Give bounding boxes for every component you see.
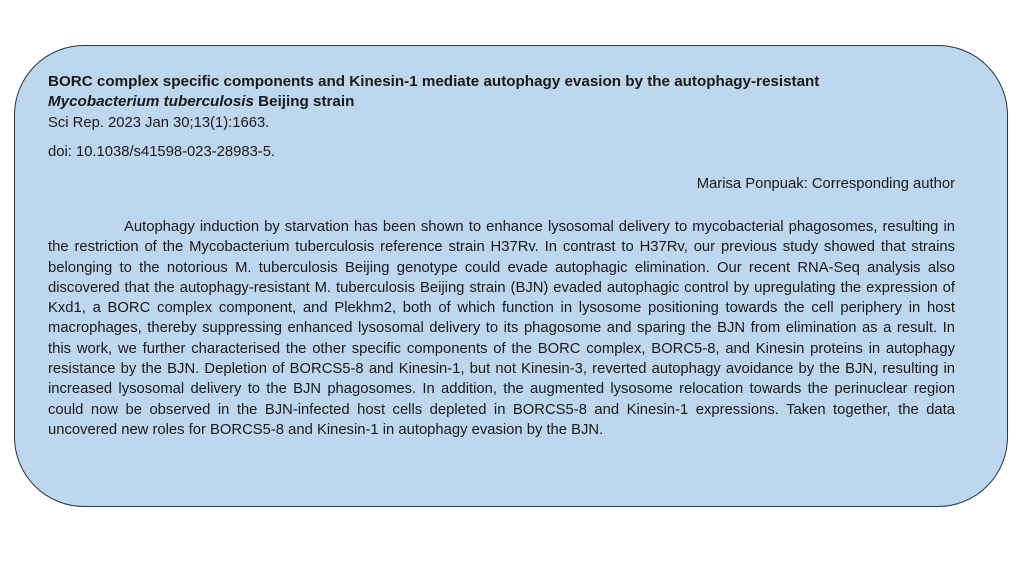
article-title <box>48 72 955 112</box>
title-tail: Beijing strain <box>253 93 355 110</box>
article-card <box>14 45 1008 507</box>
abstract-text: Autophagy induction by starvation has been shown to enhance lysosomal delivery to mycobacterial phagosomes, resulting in the restriction of the Mycobacterium tuberculosis reference strain H37Rv. In contrast to H37Rv, our previous study showed that strains belonging to the notorious M. tuberculosis Beijing genotype could evade autophagic elimination. Our recent RNA-Seq analysis also discovered that the autophagy-resistant M. tuberculosis Beijing strain (BJN) evaded autophagic control by upregulating the expression of Kxd1, a BORC complex component, and Plekhm2, both of which function in lysosome positioning towards the cell periphery in host macrophages, thereby suppressing enhanced lysosomal delivery to its phagosome and sparing the BJN from elimination as a result. In this work, we further characterised the other specific components of the BORC complex, BORC5-8, and Kinesin proteins in autophagy resistance by the BJN. Depletion of BORCS5-8 and Kinesin-1, but not Kinesin-3, reverted autophagy avoidance by the BJN, resulting in increased lysosomal delivery to the BJN phagosomes. In addition, the augmented lysosome relocation towards the perinuclear region could now be observed in the BJN-infected host cells depleted in BORCS5-8 and Kinesin-1 expressions. Taken together, the data uncovered new roles for BORCS5-8 and Kinesin-1 in autophagy evasion by the BJN. <box>48 219 955 438</box>
title-line: BORC complex specific components and Kinesin-1 mediate autophagy evasion by the autophagy-resistant <box>48 73 820 90</box>
journal-citation: Sci Rep. 2023 Jan 30;13(1):1663. <box>48 115 270 131</box>
title-species: Mycobacterium tuberculosis <box>48 93 254 110</box>
doi: doi: 10.1038/s41598-023-28983-5. <box>48 144 276 160</box>
corresponding-author: Marisa Ponpuak: Corresponding author <box>696 176 955 192</box>
